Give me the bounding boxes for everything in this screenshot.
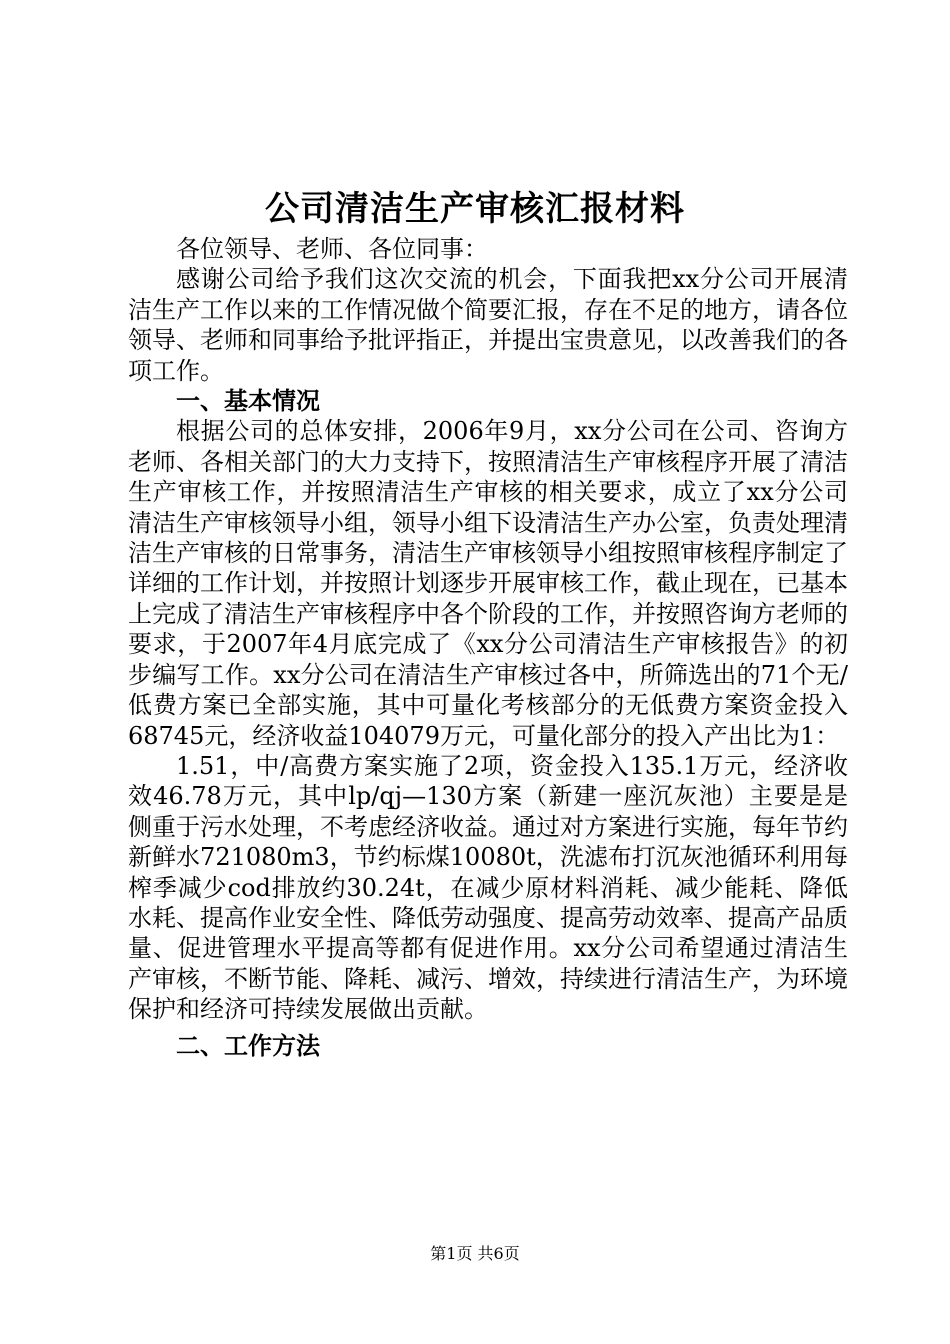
section-heading-basic-situation: 一、基本情况 — [176, 386, 320, 416]
section-heading-work-method: 二、工作方法 — [176, 1030, 320, 1060]
basic-situation-paragraph-2: 1.51，中/高费方案实施了2项，资金投入135.1万元，经济收效46.78万元，其中lp/qj—130方案（新建一座沉灰池）主要是是侧重于污水处理，不考虑经济收益。通过对方案进行实施，每年节约新鲜水721080m3，节约标煤10080t，洗滤布打沉灰池循环利用每榨季减少cod排放约30.24t，在减少原材料消耗、减少能耗、降低水耗、提高作业安全性、降低劳动强度、提高劳动效率、提高产品质量、促进管理水平提高等都有促进作用。xx分公司希望通过清洁生产审核，不断节能、降耗、减污、增效，持续进行清洁生产，为环境保护和经济可持续发展做出贡献。 — [128, 751, 848, 1024]
document-title: 公司清洁生产审核汇报材料 — [265, 189, 685, 229]
basic-situation-paragraph-1: 根据公司的总体安排，2006年9月，xx分公司在公司、咨询方老师、各相关部门的大力支持下，按照清洁生产审核程序开展了清洁生产审核工作，并按照清洁生产审核的相关要求，成立了xx分公司清洁生产审核领导小组，领导小组下设清洁生产办公室，负责处理清洁生产审核的日常事务，清洁生产审核领导小组按照审核程序制定了详细的工作计划，并按照计划逐步开展审核工作，截止现在，已基本上完成了清洁生产审核程序中各个阶段的工作，并按照咨询方老师的要求，于2007年4月底完成了《xx分公司清洁生产审核报告》的初步编写工作。xx分公司在清洁生产审核过各中，所筛选出的71个无/低费方案已全部实施，其中可量化考核部分的无低费方案资金投入68745元，经济收益104079万元，可量化部分的投入产出比为1： — [128, 417, 848, 750]
greeting-paragraph: 各位领导、老师、各位同事： — [176, 235, 488, 263]
document-body — [128, 234, 848, 1061]
page-number-footer: 第1页 共6页 — [430, 1244, 520, 1263]
intro-paragraph: 感谢公司给予我们这次交流的机会，下面我把xx分公司开展清洁生产工作以来的工作情况做个简要汇报，存在不足的地方，请各位领导、老师和同事给予批评指正，并提出宝贵意见，以改善我们的各项工作。 — [128, 265, 848, 385]
